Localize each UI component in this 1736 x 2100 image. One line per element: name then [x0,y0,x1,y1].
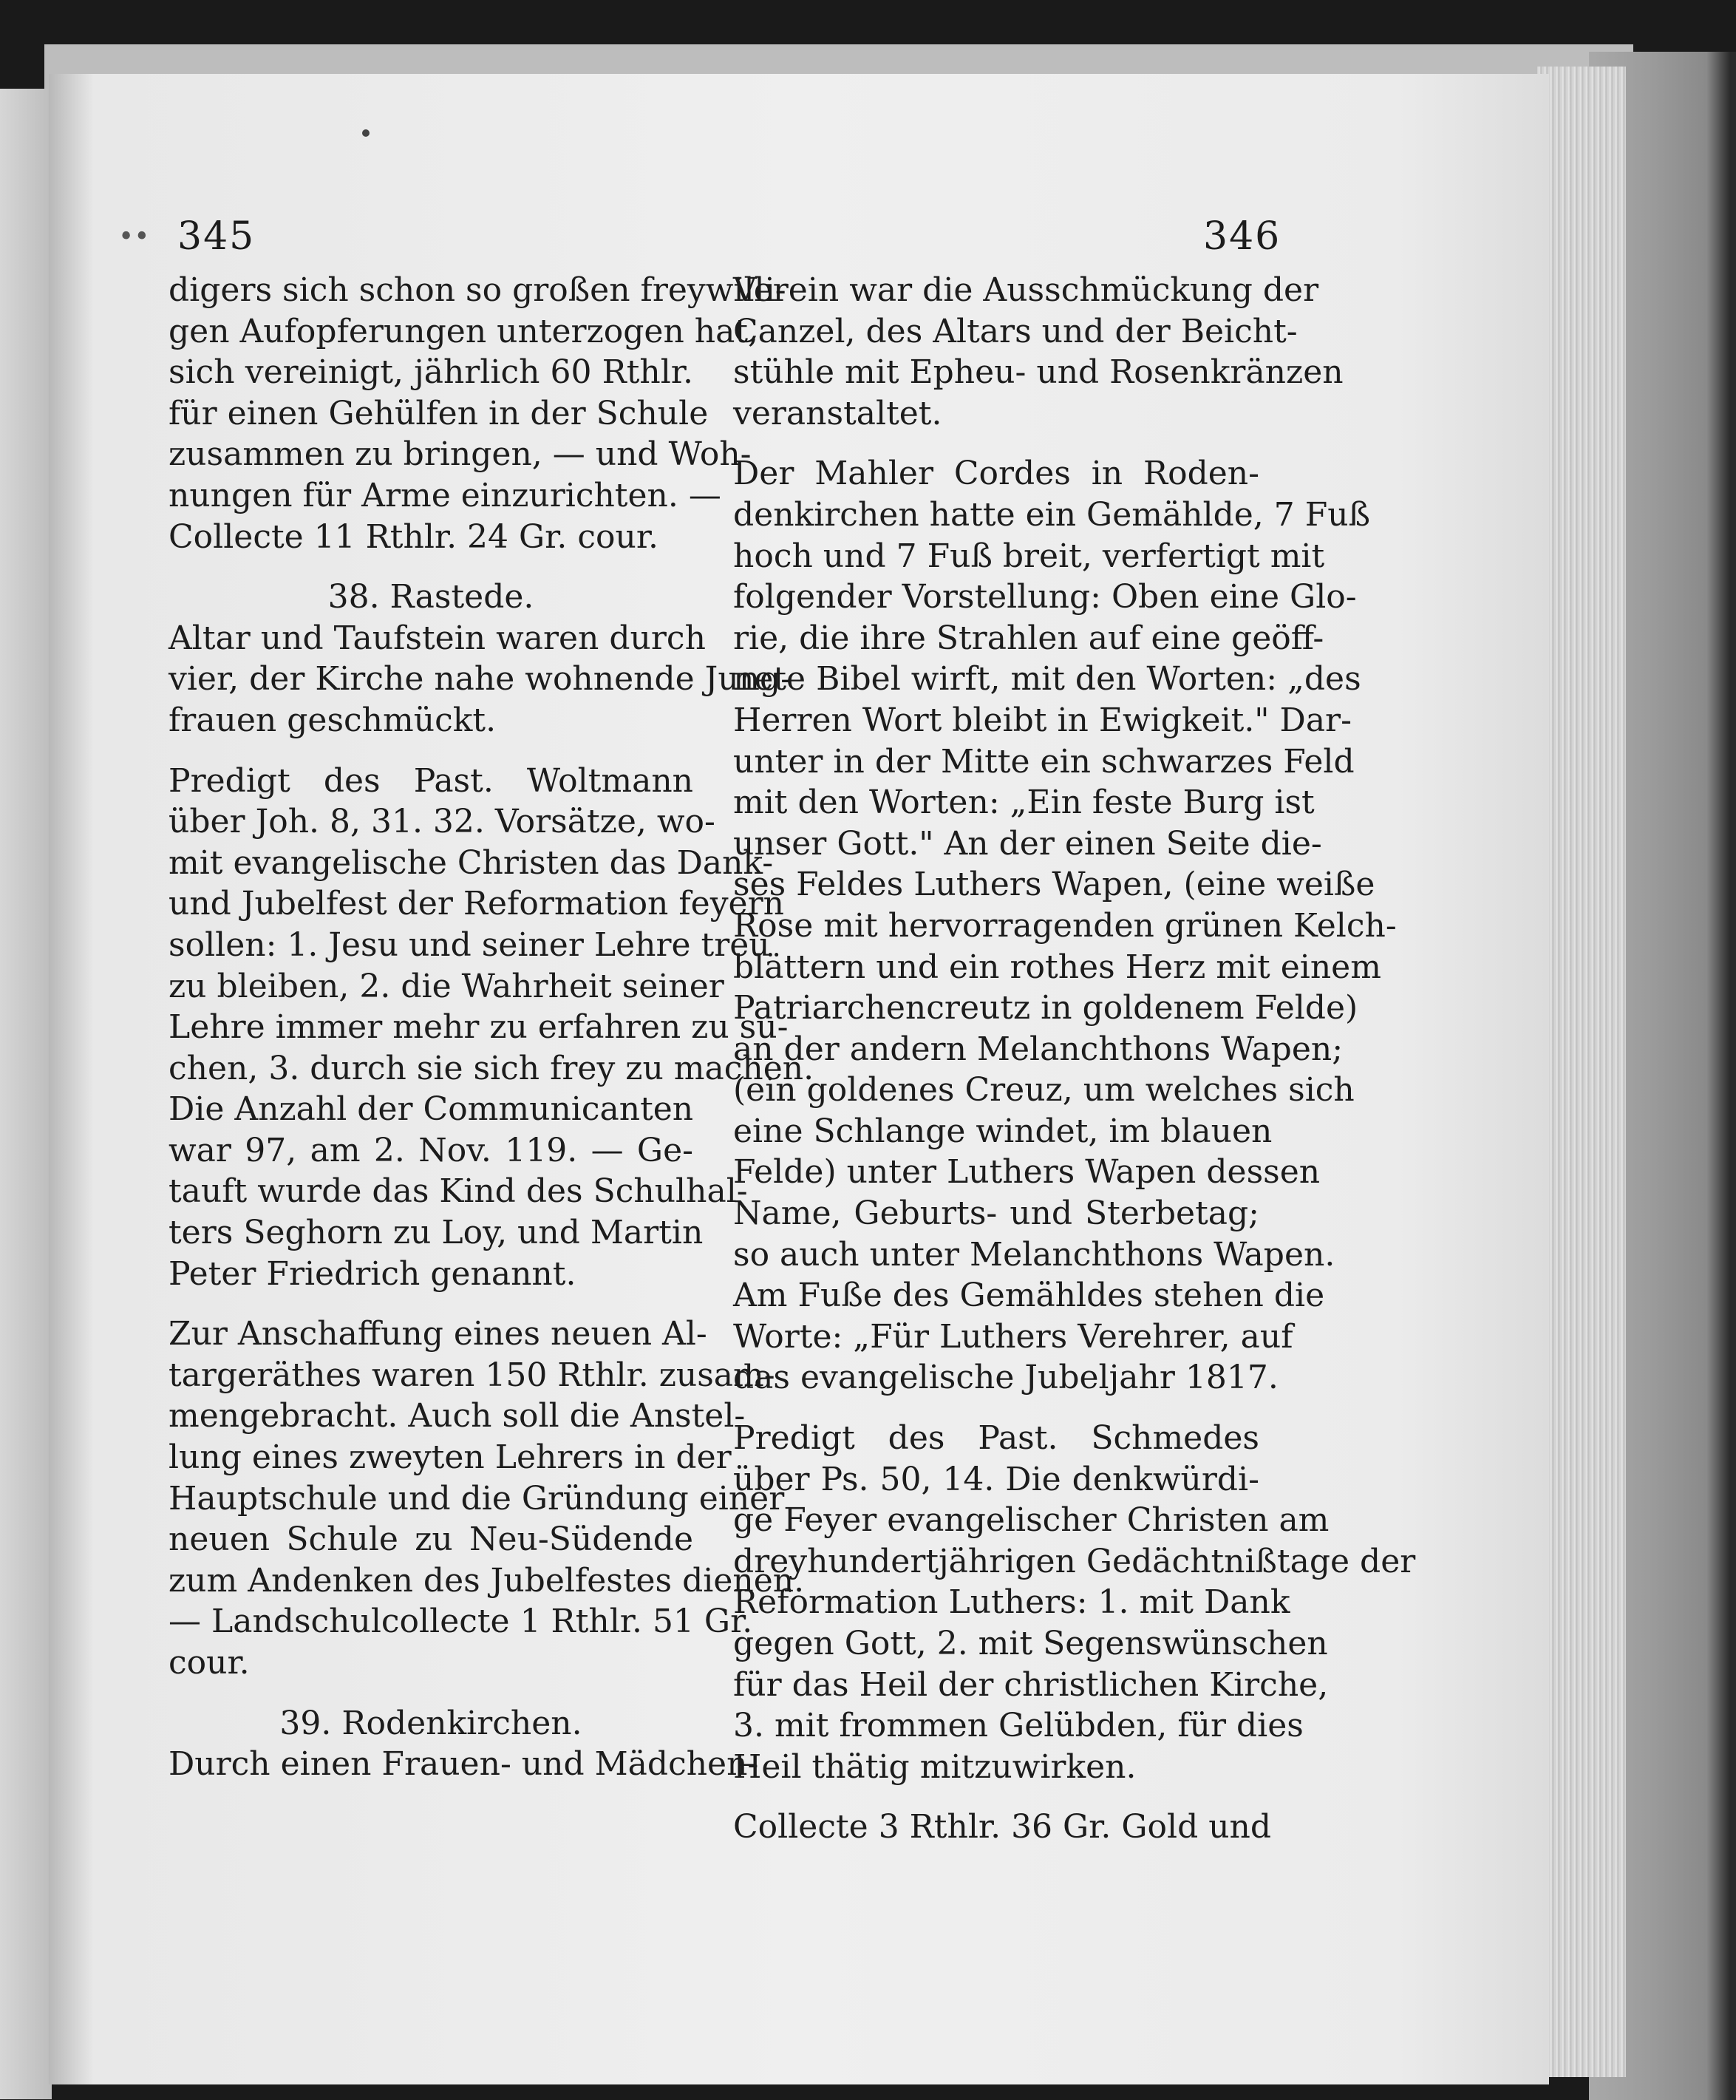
paragraph-gap [733,434,1259,453]
text-line: das evangelische Jubeljahr 1817. [733,1359,1279,1397]
text-line: targeräthes waren 150 Rthlr. zusam- [169,1356,775,1394]
text-line: — Landschulcollecte 1 Rthlr. 51 Gr. [169,1603,753,1641]
text-line: Worte: „Für Luthers Verehrer, auf [733,1317,1293,1356]
right-text-column [733,270,1416,1848]
text-line: mengebracht. Auch soll die Anstel- [169,1397,746,1435]
text-line: mit den Worten: „Ein feste Burg ist [733,784,1315,822]
text-line: Altar und Taufstein waren durch [169,619,706,657]
text-line: unser Gott." An der einen Seite die- [733,824,1322,863]
paragraph-gap [169,557,693,577]
text-line: 39. Rodenkirchen. [279,1704,582,1742]
ink-dot [362,129,370,137]
text-line: Felde) unter Luthers Wapen dessen [733,1153,1321,1192]
text-line: folgender Vorstellung: Oben eine Glo- [733,578,1357,616]
text-line: Der Mahler Cordes in Roden- [733,455,1259,493]
text-line: Collecte 11 Rthlr. 24 Gr. cour. [169,517,659,556]
text-line: an der andern Melanchthons Wapen; [733,1030,1344,1068]
text-line: Peter Friedrich genannt. [169,1254,576,1293]
paragraph-gap [733,1399,1259,1418]
text-line: cour. [169,1644,250,1682]
text-line: neuen Schule zu Neu-Südende [169,1520,693,1559]
text-line: ters Seghorn zu Loy, und Martin [169,1214,704,1252]
text-line: Die Anzahl der Communicanten [169,1090,694,1129]
text-line: und Jubelfest der Reformation feyern [169,885,784,923]
paragraph-gap [733,1787,1259,1807]
text-line: für das Heil der christlichen Kirche, [733,1665,1329,1704]
text-line: sollen: 1. Jesu und seiner Lehre treu [169,925,770,964]
text-line: Herren Wort bleibt in Ewigkeit." Dar- [733,701,1352,739]
text-line: sich vereinigt, jährlich 60 Rthlr. [169,353,693,392]
text-line: 3. mit frommen Gelübden, für dies [733,1707,1304,1745]
paragraph-gap [169,741,693,761]
paragraph-gap [169,1294,693,1314]
text-line: Heil thätig mitzuwirken. [733,1747,1137,1786]
text-line: Canzel, des Altars und der Beicht- [733,312,1298,350]
text-line: zu bleiben, 2. die Wahrheit seiner [169,967,724,1005]
text-line: Patriarchencreutz in goldenem Felde) [733,989,1358,1027]
paragraph-gap [169,1684,693,1703]
text-line: eine Schlange windet, im blauen [733,1112,1273,1150]
text-line: Lehre immer mehr zu erfahren zu su- [169,1008,789,1047]
text-line: Predigt des Past. Woltmann [169,761,693,800]
facing-page-edge [0,89,52,2099]
text-line: blättern und ein rothes Herz mit einem [733,948,1381,986]
text-line: Reformation Luthers: 1. mit Dank [733,1583,1290,1622]
text-line: über Ps. 50, 14. Die denkwürdi- [733,1460,1259,1498]
text-line: mit evangelische Christen das Dank- [169,843,774,882]
page-edges [1537,67,1626,2077]
text-line: zusammen zu bringen, — und Woh- [169,435,752,474]
text-line: veranstaltet. [733,394,942,432]
text-line: dreyhundertjährigen Gedächtnißtage der [733,1542,1416,1580]
text-line: denkirchen hatte ein Gemählde, 7 Fuß [733,495,1371,534]
text-line: Hauptschule und die Gründung einer [169,1479,785,1518]
text-line: Zur Anschaffung eines neuen Al- [169,1315,707,1353]
right-page-number: 346 [1203,214,1281,259]
text-line: hoch und 7 Fuß breit, verfertigt mit [733,537,1325,575]
text-line: frauen geschmückt. [169,701,497,739]
text-line: lung eines zweyten Lehrers in der [169,1438,732,1477]
text-line: rie, die ihre Strahlen auf eine geöff- [733,619,1324,657]
text-line: chen, 3. durch sie sich frey zu machen. [169,1049,814,1087]
text-line: tauft wurde das Kind des Schulhal- [169,1172,748,1211]
text-line: (ein goldenes Creuz, um welches sich [733,1071,1355,1110]
text-line: Durch einen Frauen- und Mädchen- [169,1745,759,1784]
text-line: 38. Rastede. [327,578,534,616]
text-line: ses Feldes Luthers Wapen, (eine weiße [733,866,1375,904]
text-line: nungen für Arme einzurichten. — [169,476,721,514]
text-line: unter in der Mitte ein schwarzes Feld [733,742,1355,781]
left-text-column [169,270,814,1785]
text-line: war 97, am 2. Nov. 119. — Ge- [169,1131,693,1169]
text-line: gegen Gott, 2. mit Segenswünschen [733,1625,1328,1662]
text-line: gen Aufopferungen unterzogen hat, [169,312,759,350]
text-line: stühle mit Epheu- und Rosenkränzen [733,353,1344,392]
text-line: über Joh. 8, 31. 32. Vorsätze, wo- [169,803,715,841]
text-line: Name, Geburts- und Sterbetag; [733,1195,1259,1233]
text-line: so auch unter Melanchthons Wapen. [733,1235,1335,1274]
text-line: nete Bibel wirft, mit den Worten: „des [733,660,1361,699]
text-line: Predigt des Past. Schmedes [733,1419,1259,1458]
margin-mark: •• [118,222,150,252]
text-line: Verein war die Ausschmückung der [733,271,1319,309]
text-line: digers sich schon so großen freywilli- [169,271,786,309]
text-line: Am Fuße des Gemähldes stehen die [733,1277,1325,1315]
text-line: zum Andenken des Jubelfestes dienen. [169,1561,805,1600]
text-line: Collecte 3 Rthlr. 36 Gr. Gold und [733,1808,1272,1846]
left-page-number: 345 [177,214,256,259]
text-line: vier, der Kirche nahe wohnende Jung- [169,660,792,699]
text-line: für einen Gehülfen in der Schule [169,394,709,432]
text-line: Rose mit hervorragenden grünen Kelch- [733,906,1397,945]
text-line: ge Feyer evangelischer Christen am [733,1501,1330,1540]
